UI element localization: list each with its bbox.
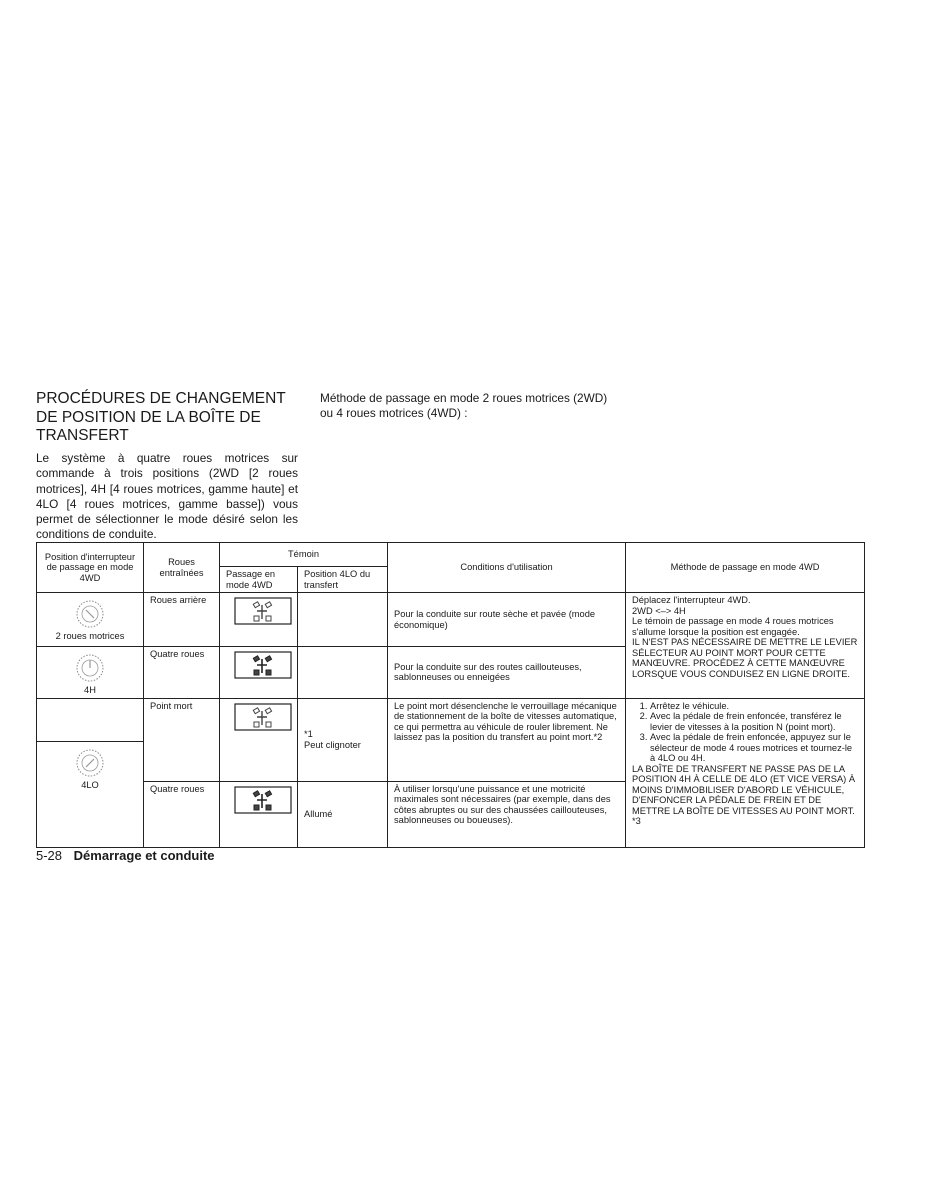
wheels-cell: Roues arrière [144, 593, 220, 647]
table-header-row [37, 543, 865, 567]
page-number: 5-28 [36, 848, 63, 863]
transfer-procedure-table [36, 542, 865, 848]
method-line: 2WD <–> 4H [632, 605, 686, 616]
header-wheels: Roues entraînées [144, 543, 220, 593]
position-label: 2 roues motrices [55, 631, 125, 641]
intro-paragraph: Le système à quatre roues motrices sur commande à trois positions (2WD [2 roues motrices], 4H [4 roues motrices, gamme haute] et 4LO [4 roues motrices, gamme basse]) vous permet de sélectionner le mode désiré selon les conditions de conduite. [36, 451, 298, 542]
conditions-cell: Pour la conduite sur route sèche et pavée (mode économique) [388, 593, 626, 647]
method-cell-top [626, 593, 865, 699]
method-line: Le témoin de passage en mode 4 roues motrices s'allume lorsque la position est engagée. [632, 616, 834, 637]
indicator-4lo-cell [298, 698, 388, 781]
indicator-cell [220, 593, 298, 647]
method-step: 3. Avec la pédale de frein enfoncée, appuyez sur le sélecteur de mode 4 roues motrices et tournez-le à 4LO ou 4H. [650, 732, 858, 764]
section-heading: PROCÉDURES DE CHANGEMENT DE POSITION DE LA BOÎTE DE TRANSFERT [36, 390, 286, 444]
page-footer [36, 848, 215, 863]
header-position: Position d'interrupteur de passage en mode 4WD [37, 543, 144, 593]
note-mark: *1 [304, 729, 313, 739]
method-steps [632, 701, 858, 764]
table-row [37, 593, 865, 647]
header-method: Méthode de passage en mode 4WD [626, 543, 865, 593]
wheels-cell: Quatre roues [144, 647, 220, 699]
header-indicator-4lo: Position 4LO du transfert [298, 567, 388, 593]
indicator-cell [220, 781, 298, 847]
4wd-indicator-on-icon [234, 651, 292, 679]
selector-knob-4lo-icon [75, 748, 105, 778]
position-4lo-cell [37, 741, 144, 847]
position-4h-cell [37, 647, 144, 699]
indicator-cell [220, 698, 298, 781]
indicator-4lo-cell [298, 647, 388, 699]
method-step: 2. Avec la pédale de frein enfoncée, transférez le levier de vitesses à la position N (point mort). [650, 711, 858, 732]
4wd-indicator-off-icon [234, 703, 292, 731]
4wd-indicator-off-icon [234, 597, 292, 625]
method-warning: IL N'EST PAS NÉCESSAIRE DE METTRE LE LEVIER SÉLECTEUR AU POINT MORT POUR CETTE MANŒUVRE. PROCÉDEZ À CETTE MANŒUVRE LORSQUE VOUS CONDUISEZ EN LIGNE DROITE. [632, 637, 858, 679]
method-warning: LA BOÎTE DE TRANSFERT NE PASSE PAS DE LA POSITION 4H À CELLE DE 4LO (ET VICE VERSA) À MOINS D'IMMOBILISER D'ABORD LE VÉHICULE, D'ENFONCER LA PÉDALE DE FREIN ET DE METTRE LA BOÎTE DE VITESSES AU POINT MORT. *3 [632, 763, 856, 826]
indicator-cell [220, 647, 298, 699]
selector-knob-2wd-icon [75, 599, 105, 629]
note-text: Peut clignoter [304, 739, 361, 750]
indicator-4lo-cell [298, 593, 388, 647]
position-blank-cell [37, 698, 144, 741]
method-step: 1. Arrêtez le véhicule. [650, 701, 858, 712]
conditions-cell: Le point mort désenclenche le verrouillage mécanique de stationnement de la boîte de vitesses automatique, ce qui permettra au véhicule de rouler librement. Ne laissez pas la position du transfert au point mort.*2 [388, 698, 626, 781]
selector-knob-4h-icon [75, 653, 105, 683]
indicator-4lo-cell: Allumé [298, 781, 388, 847]
footer-section-title: Démarrage et conduite [73, 848, 215, 863]
position-label: 4H [84, 685, 96, 695]
method-line: Déplacez l'interrupteur 4WD. [632, 595, 751, 605]
header-indicator: Témoin [220, 543, 388, 567]
conditions-cell: À utiliser lorsqu'une puissance et une motricité maximales sont nécessaires (par exemple, dans des côtes abruptes ou sur des chaussées caillouteuses, sablonneuses ou boueuses). [388, 781, 626, 847]
method-cell-bottom [626, 698, 865, 847]
4wd-indicator-on-icon [234, 786, 292, 814]
wheels-cell: Point mort [144, 698, 220, 781]
header-conditions: Conditions d'utilisation [388, 543, 626, 593]
table-row [37, 698, 865, 741]
position-label: 4LO [81, 779, 99, 790]
conditions-cell: Pour la conduite sur des routes caillouteuses, sablonneuses ou enneigées [388, 647, 626, 699]
header-indicator-shift: Passage en mode 4WD [220, 567, 298, 593]
position-2wd-cell [37, 593, 144, 647]
wheels-cell: Quatre roues [144, 781, 220, 847]
method-intro: Méthode de passage en mode 2 roues motrices (2WD) ou 4 roues motrices (4WD) : [320, 391, 608, 421]
